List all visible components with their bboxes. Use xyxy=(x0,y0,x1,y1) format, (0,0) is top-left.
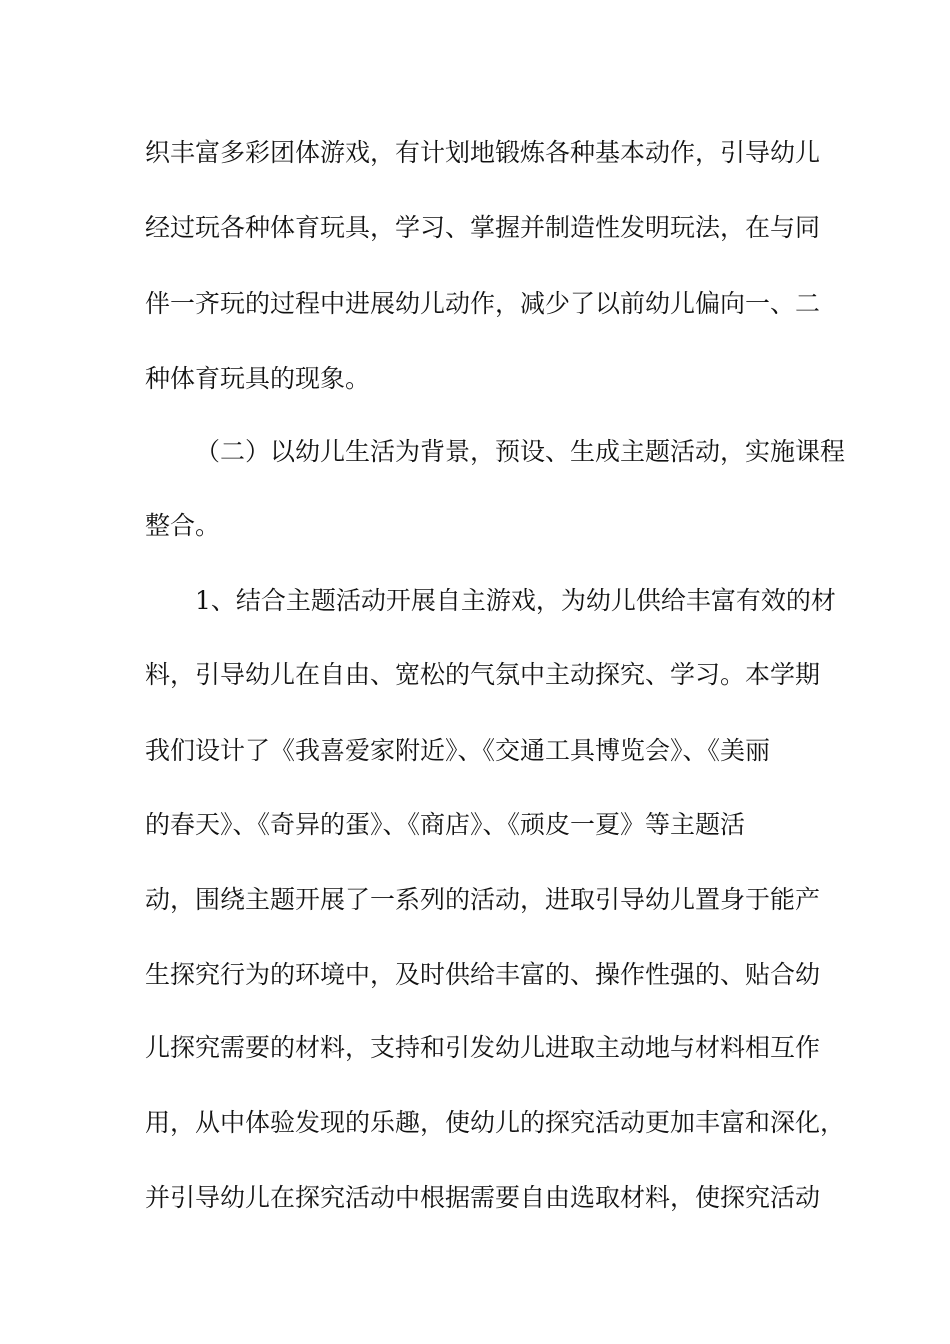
paragraph-line: 动，围绕主题开展了一系列的活动，进取引导幼儿置身于能产 xyxy=(145,885,821,914)
paragraph-line: 伴一齐玩的过程中进展幼儿动作，减少了以前幼儿偏向一、二 xyxy=(145,289,821,318)
section-heading-line: 整合。 xyxy=(145,511,221,540)
paragraph-line: 1、结合主题活动开展自主游戏，为幼儿供给丰富有效的材 xyxy=(195,586,836,615)
paragraph-line: 并引导幼儿在探究活动中根据需要自由选取材料，使探究活动 xyxy=(145,1183,821,1212)
paragraph-line: 种体育玩具的现象。 xyxy=(145,364,371,393)
paragraph-line: 料，引导幼儿在自由、宽松的气氛中主动探究、学习。本学期 xyxy=(145,660,821,689)
paragraph-line: 织丰富多彩团体游戏，有计划地锻炼各种基本动作，引导幼儿 xyxy=(145,138,821,167)
paragraph-line: 的春天》、《奇异的蛋》、《商店》、《顽皮一夏》等主题活 xyxy=(145,810,746,839)
paragraph-line: 生探究行为的环境中，及时供给丰富的、操作性强的、贴合幼 xyxy=(145,960,821,989)
paragraph-line: 用，从中体验发现的乐趣，使幼儿的探究活动更加丰富和深化， xyxy=(145,1108,846,1137)
section-heading-line: （二）以幼儿生活为背景，预设、生成主题活动，实施课程 xyxy=(195,437,846,466)
paragraph-line: 我们设计了《我喜爱家附近》、《交通工具博览会》、《美丽 xyxy=(145,736,771,765)
paragraph-line: 儿探究需要的材料，支持和引发幼儿进取主动地与材料相互作 xyxy=(145,1033,821,1062)
paragraph-line: 经过玩各种体育玩具，学习、掌握并制造性发明玩法，在与同 xyxy=(145,213,821,242)
